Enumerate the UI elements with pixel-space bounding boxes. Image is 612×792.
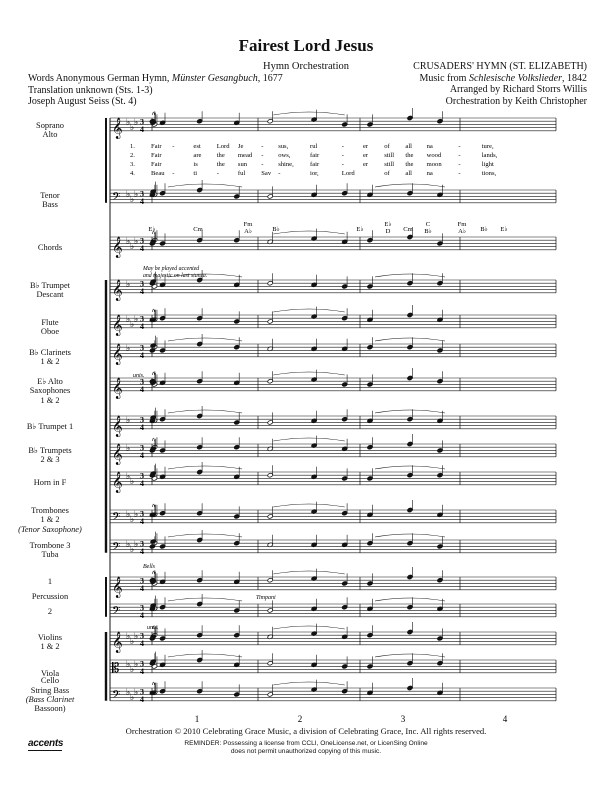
lyric-syllable: Lord xyxy=(216,143,230,150)
flat-sign: ♭ xyxy=(126,631,131,642)
slur xyxy=(273,231,344,234)
lyric-syllable: na xyxy=(426,170,433,177)
flat-sign: ♭ xyxy=(126,539,131,550)
clef-treble: 𝄞 xyxy=(112,343,123,364)
time-signature: 3 xyxy=(140,314,144,324)
lyric-syllable: - xyxy=(341,161,345,168)
verse-number: 4. xyxy=(130,170,135,177)
flat-sign: ♭ xyxy=(126,659,131,670)
slur xyxy=(168,410,242,413)
clef-treble: 𝄞 xyxy=(112,471,123,492)
time-signature: 3 xyxy=(140,279,144,289)
lyric-syllable: the xyxy=(405,152,414,159)
lyric-syllable: moon xyxy=(426,161,442,168)
lyric-syllable: - xyxy=(172,143,175,150)
lyric-syllable: fair xyxy=(310,152,320,159)
instrument-label: B♭ Clarinets 1 & 2 xyxy=(29,347,71,366)
flat-sign: ♭ xyxy=(130,241,135,251)
flat-sign: ♭ xyxy=(134,659,139,670)
credit-right-line: Music from Schlesische Volkslieder, 1842 xyxy=(419,72,587,84)
clef-treble: 𝄞 xyxy=(112,443,123,464)
chord-symbol: B♭ xyxy=(272,226,280,233)
clef-treble: 𝄞 xyxy=(112,117,123,138)
slur xyxy=(152,504,154,507)
flat-sign: ♭ xyxy=(130,319,135,329)
clef-bass: 𝄢 xyxy=(112,509,121,525)
slur xyxy=(168,654,242,657)
flat-sign: ♭ xyxy=(126,415,131,426)
slur xyxy=(152,112,154,115)
lyric-syllable: - xyxy=(458,161,461,168)
chord-symbol: D xyxy=(385,228,391,235)
lyric-syllable: wood xyxy=(426,152,442,159)
measure-number: 4 xyxy=(502,714,508,724)
lyric-syllable: na xyxy=(426,143,433,150)
time-signature: 4 xyxy=(140,583,144,593)
flat-sign: ♭ xyxy=(126,687,131,698)
instrument-label: Trombones 1 & 2 (Tenor Saxophone) xyxy=(18,505,82,534)
lyric-syllable: all xyxy=(405,170,412,177)
flat-sign: ♭ xyxy=(134,314,139,325)
flat-sign: ♭ xyxy=(126,236,131,247)
lyric-syllable: is xyxy=(193,161,198,168)
lyric-syllable: - xyxy=(261,152,264,159)
lyric-syllable: Lord xyxy=(341,170,355,177)
chord-symbol: B♭ xyxy=(424,228,432,235)
slur xyxy=(273,438,344,441)
lyric-syllable: still xyxy=(384,152,395,159)
lyric-syllable: of xyxy=(384,143,390,150)
instrument-label: Percussion xyxy=(31,592,69,602)
time-signature: 4 xyxy=(140,546,144,556)
instrument-label: Trombone 3 Tuba xyxy=(29,540,71,559)
slur xyxy=(273,372,344,375)
lyric-syllable: the xyxy=(405,161,414,168)
instrument-label: 1 xyxy=(47,577,53,587)
reminder xyxy=(0,740,612,756)
instrument-label: Horn in F xyxy=(33,478,67,488)
clef-treble: 𝄞 xyxy=(112,631,123,652)
slur xyxy=(152,438,154,441)
time-signature: 4 xyxy=(140,610,144,620)
lyric-syllable: Je xyxy=(237,143,244,150)
flat-sign: ♭ xyxy=(130,544,135,554)
descant-note-line-1: May be played accented xyxy=(143,266,200,272)
reminder-line-2: does not permit unauthorized copying of this music. xyxy=(230,748,382,755)
lyric-syllable: - xyxy=(458,170,461,177)
instrument-label: Violins 1 & 2 xyxy=(37,632,63,651)
lyric-syllable: Fair xyxy=(151,152,162,159)
lyric-syllable: Sav xyxy=(261,170,272,177)
time-signature: 3 xyxy=(140,509,144,519)
chord-symbol: A♭ xyxy=(244,228,252,235)
chord-symbol: Fm xyxy=(243,221,253,228)
time-signature: 3 xyxy=(140,236,144,246)
flat-sign: ♭ xyxy=(126,314,131,325)
clef-treble: 𝄞 xyxy=(112,236,123,257)
flat-sign: ♭ xyxy=(126,443,131,454)
time-signature: 3 xyxy=(140,603,144,613)
lyric-syllable: er xyxy=(363,161,369,168)
instrument-label: B♭ Trumpet 1 xyxy=(26,422,74,432)
slur xyxy=(168,338,242,341)
clef-bass: 𝄢 xyxy=(112,189,121,205)
slur xyxy=(375,598,445,601)
unis-saxophones: unis. xyxy=(133,373,145,379)
time-signature: 4 xyxy=(140,450,144,460)
time-signature: 4 xyxy=(140,196,144,206)
lyric-syllable: Beau xyxy=(151,170,165,177)
lyric-syllable: sus, xyxy=(278,143,289,150)
copyright: Orchestration © 2010 Celebrating Grace Music, a division of Celebrating Grace, Inc. All rights reserved. xyxy=(125,726,487,736)
flat-sign: ♭ xyxy=(126,343,131,354)
lyric-syllable: - xyxy=(261,143,264,150)
verse-number: 1. xyxy=(130,143,135,150)
time-signature: 4 xyxy=(140,666,144,676)
chord-symbol: Cm xyxy=(193,226,203,233)
time-signature: 3 xyxy=(140,539,144,549)
time-signature: 3 xyxy=(140,659,144,669)
time-signature: 4 xyxy=(140,638,144,648)
credit-right-line: Orchestration by Keith Christopher xyxy=(445,95,587,107)
time-signature: 4 xyxy=(140,694,144,704)
flat-sign: ♭ xyxy=(130,476,135,486)
chord-symbol: C xyxy=(425,221,431,228)
lyric-syllable: the xyxy=(216,161,225,168)
credit-right-line: CRUSADERS' HYMN (ST. ELIZABETH) xyxy=(413,61,587,72)
time-signature: 3 xyxy=(140,576,144,586)
verse-number: 2. xyxy=(130,152,135,159)
lyric-syllable: est xyxy=(193,143,201,150)
lyric-syllable: - xyxy=(216,170,219,177)
clef-bass: 𝄢 xyxy=(112,539,121,555)
flat-sign: ♭ xyxy=(130,692,135,702)
chord-symbol: E♭ xyxy=(356,226,364,233)
logo-underline xyxy=(28,750,62,751)
time-signature: 4 xyxy=(140,243,144,253)
flat-sign: ♭ xyxy=(130,122,135,132)
chord-symbol: A♭ xyxy=(458,228,466,235)
instrument-label: Tenor Bass xyxy=(40,190,60,209)
clef-bass: 𝄢 xyxy=(112,687,121,703)
time-signature: 3 xyxy=(140,117,144,127)
flat-sign: ♭ xyxy=(126,471,131,482)
lyric-syllable: Fair xyxy=(151,161,162,168)
time-signature: 3 xyxy=(140,343,144,353)
credit-right-line: Arranged by Richard Storrs Willis xyxy=(449,84,587,96)
slur xyxy=(168,534,242,537)
lyric-syllable: - xyxy=(278,170,281,177)
time-signature: 4 xyxy=(140,478,144,488)
flat-sign: ♭ xyxy=(134,631,139,642)
lyric-syllable: all xyxy=(405,143,412,150)
reminder-line-1: REMINDER: Possessing a license from CCLI, OneLicense.net, or LicenSing Online xyxy=(184,740,428,747)
lyric-syllable: tions, xyxy=(481,170,497,177)
lyric-syllable: - xyxy=(341,152,345,159)
time-signature: 3 xyxy=(140,443,144,453)
time-signature: 3 xyxy=(140,471,144,481)
lyric-syllable: fair xyxy=(310,161,320,168)
lyric-syllable: Fair xyxy=(151,143,162,150)
credit-left-line: Translation unknown (Sts. 1-3) xyxy=(28,84,153,96)
slur xyxy=(152,372,154,375)
flat-sign: ♭ xyxy=(134,189,139,200)
flat-sign: ♭ xyxy=(134,539,139,550)
flat-sign: ♭ xyxy=(134,509,139,520)
instrument-label: B♭ Trumpet Descant xyxy=(29,280,71,299)
verse-number: 3. xyxy=(130,161,135,168)
time-signature: 4 xyxy=(140,286,144,296)
flat-sign: ♭ xyxy=(134,687,139,698)
lyric-syllable: mead xyxy=(237,152,253,159)
slur xyxy=(152,682,154,685)
time-signature: 4 xyxy=(140,422,144,432)
slur xyxy=(273,309,344,312)
lyric-syllable: still xyxy=(384,161,395,168)
chord-symbol: Cm xyxy=(403,226,413,233)
slur xyxy=(375,184,445,187)
lyric-syllable: - xyxy=(341,143,345,150)
slur xyxy=(273,504,344,507)
slur xyxy=(375,466,445,469)
lyric-syllable: the xyxy=(216,152,225,159)
credit-left-line: Joseph August Seiss (St. 4) xyxy=(28,96,137,108)
time-signature: 3 xyxy=(140,377,144,387)
lyric-syllable: of xyxy=(384,170,390,177)
slur xyxy=(152,309,154,312)
lyric-syllable: er xyxy=(363,152,369,159)
instrument-label: E♭ Alto Saxophones 1 & 2 xyxy=(29,376,71,405)
lyric-syllable: - xyxy=(458,143,461,150)
clef-treble: 𝄞 xyxy=(112,314,123,335)
subtitle: Hymn Orchestration xyxy=(262,61,350,72)
time-signature: 4 xyxy=(140,321,144,331)
lyric-syllable: ows, xyxy=(278,152,291,159)
slur xyxy=(375,410,445,413)
lyric-syllable: shine, xyxy=(278,161,294,168)
instrument-label: Cello String Bass (Bass Clarinet Bassoon) xyxy=(25,676,75,714)
measure-number: 3 xyxy=(400,714,406,724)
time-signature: 4 xyxy=(140,384,144,394)
time-signature: 4 xyxy=(140,124,144,134)
slur xyxy=(273,626,344,629)
clef-treble: 𝄞 xyxy=(112,377,123,398)
flat-sign: ♭ xyxy=(130,194,135,204)
instrument-label: Viola xyxy=(40,669,60,679)
instrument-label: 2 xyxy=(47,607,53,617)
flat-sign: ♭ xyxy=(126,279,131,290)
measure-number: 1 xyxy=(194,714,200,724)
time-signature: 3 xyxy=(140,415,144,425)
bells-label: Bells xyxy=(143,564,155,570)
song-title: Fairest Lord Jesus xyxy=(238,36,374,55)
clef-bass: 𝄢 xyxy=(112,603,121,619)
instrument-label: Chords xyxy=(37,243,63,253)
publisher-logo: accents xyxy=(28,738,64,749)
slur xyxy=(273,571,344,574)
lyric-syllable: - xyxy=(458,152,461,159)
slur xyxy=(152,571,154,574)
clef-alto: 𝄡 xyxy=(112,659,120,675)
instrument-label: B♭ Trumpets 2 & 3 xyxy=(28,445,72,464)
time-signature: 3 xyxy=(140,631,144,641)
slur xyxy=(168,466,242,469)
lyric-syllable: rul xyxy=(310,143,318,150)
slur xyxy=(168,184,242,187)
instrument-label: Soprano Alto xyxy=(36,120,64,139)
clef-treble: 𝄞 xyxy=(112,576,123,597)
time-signature: 4 xyxy=(140,516,144,526)
timpani-label: Timpani xyxy=(256,595,276,601)
slur xyxy=(273,112,344,115)
chord-symbol: E♭ xyxy=(148,226,156,233)
lyric-syllable: lands, xyxy=(481,152,498,159)
slur xyxy=(375,654,445,657)
chord-symbol: Fm xyxy=(457,221,467,228)
clef-treble: 𝄞 xyxy=(112,415,123,436)
flat-sign: ♭ xyxy=(130,664,135,674)
flat-sign: ♭ xyxy=(130,514,135,524)
flat-sign: ♭ xyxy=(130,636,135,646)
lyric-syllable: ture, xyxy=(481,143,494,150)
chord-symbol: E♭ xyxy=(500,226,508,233)
flat-sign: ♭ xyxy=(134,236,139,247)
flat-sign: ♭ xyxy=(126,117,131,128)
chord-symbol: E♭ xyxy=(384,221,392,228)
credit-left-line: Words Anonymous German Hymn, Münster Gesangbuch, 1677 xyxy=(28,73,283,84)
instrument-label: Flute Oboe xyxy=(40,317,60,336)
descant-note-line-2: and majestic on last stanza. xyxy=(143,273,208,279)
slur xyxy=(375,534,445,537)
time-signature: 4 xyxy=(140,350,144,360)
lyric-syllable: - xyxy=(172,170,175,177)
lyric-syllable: er xyxy=(363,143,369,150)
lyric-syllable: ful xyxy=(237,170,246,177)
flat-sign: ♭ xyxy=(126,189,131,200)
slur xyxy=(273,682,344,685)
lyric-syllable: ior, xyxy=(310,170,319,177)
slur xyxy=(375,274,445,277)
lyric-syllable: sun xyxy=(237,161,248,168)
lyric-syllable: ti xyxy=(193,170,198,177)
chord-symbol: B♭ xyxy=(480,226,488,233)
lyric-syllable: light xyxy=(481,161,494,168)
lyric-syllable: are xyxy=(193,152,202,159)
lyric-syllable: - xyxy=(261,161,264,168)
measure-number: 2 xyxy=(297,714,303,724)
time-signature: 3 xyxy=(140,687,144,697)
flat-sign: ♭ xyxy=(134,117,139,128)
flat-sign: ♭ xyxy=(126,509,131,520)
slur xyxy=(375,338,445,341)
clef-treble: 𝄞 xyxy=(112,279,123,300)
time-signature: 3 xyxy=(140,189,144,199)
slur xyxy=(168,598,242,601)
unis-violins: unis. xyxy=(147,625,159,631)
